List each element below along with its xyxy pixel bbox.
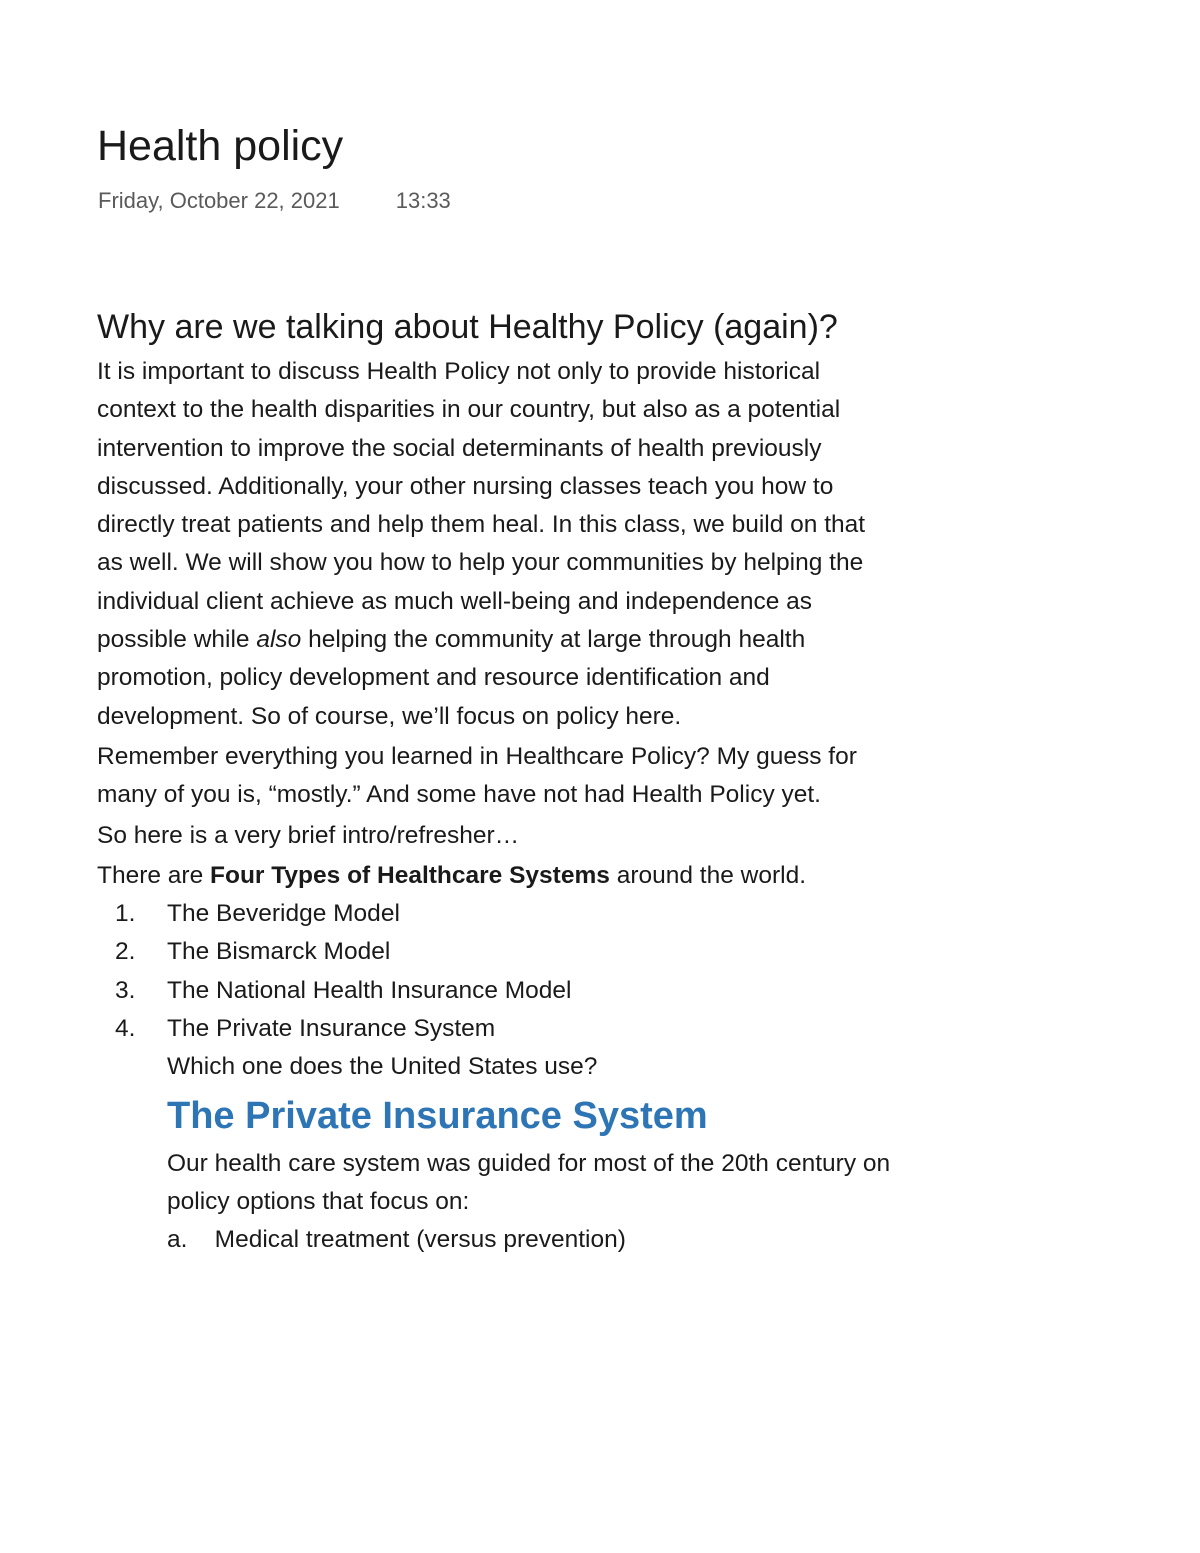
intro-paragraph [97, 353, 897, 736]
list-item-number: 1. [115, 900, 136, 928]
note-time: 13:33 [395, 188, 451, 213]
refresher-paragraph: So here is a very brief intro/refresher… [97, 821, 520, 849]
clipped-bullet-line [97, 1221, 897, 1254]
note-metadata [98, 186, 451, 216]
list-item [97, 895, 897, 933]
note-body [97, 302, 897, 1254]
answer-heading: The Private Insurance System [167, 1094, 708, 1137]
answer-paragraph: Our health care system was guided for most of the 20th century on policy options that focus on: [167, 1149, 891, 1215]
healthcare-systems-list [97, 895, 897, 1048]
intro-emphasis: also [256, 626, 302, 654]
list-item [97, 1010, 897, 1048]
list-item-label: The Bismarck Model [167, 938, 391, 966]
section-heading: Why are we talking about Healthy Policy (again)? [97, 308, 838, 346]
list-item-number: 2. [115, 938, 136, 966]
follow-up-question: Which one does the United States use? [167, 1053, 598, 1081]
list-item [97, 933, 897, 971]
systems-intro-text-part2: around the world. [609, 861, 807, 889]
list-item-number: 4. [115, 1015, 136, 1043]
note-date: Friday, October 22, 2021 [98, 188, 340, 213]
list-item-label: The Beveridge Model [167, 900, 400, 928]
clipped-bullet-text: Medical treatment (versus prevention) [214, 1226, 626, 1254]
systems-intro-bold: Four Types of Healthcare Systems [210, 861, 610, 889]
systems-intro-paragraph [97, 857, 897, 895]
list-item-label: The Private Insurance System [167, 1015, 496, 1043]
follow-up-block [97, 1048, 897, 1221]
page-title: Health policy [97, 122, 344, 170]
list-item-number: 3. [115, 976, 136, 1004]
clipped-bullet-marker: a. [167, 1226, 188, 1254]
remember-paragraph: Remember everything you learned in Healthcare Policy? My guess for many of you is, “mostly.” And some have not had Health Policy yet. [97, 742, 857, 809]
intro-text-part2: helping the community at large through health promotion, policy development and resource identification and development. So of course, we’ll focus on policy here. [97, 626, 806, 730]
list-item-label: The National Health Insurance Model [167, 976, 572, 1004]
systems-intro-text-part1: There are [97, 861, 211, 889]
intro-text-part1: It is important to discuss Health Policy not only to provide historical context to the health disparities in our country, but also as a potential intervention to improve the social determinants of health previously discussed. Additionally, your other nursing classes teach you how to directly treat patients and help them heal. In this class, we build on that as well. We will show you how to help your communities by helping the individual client achieve as much well-being and independence as possible while [97, 358, 866, 654]
list-item [97, 972, 897, 1010]
